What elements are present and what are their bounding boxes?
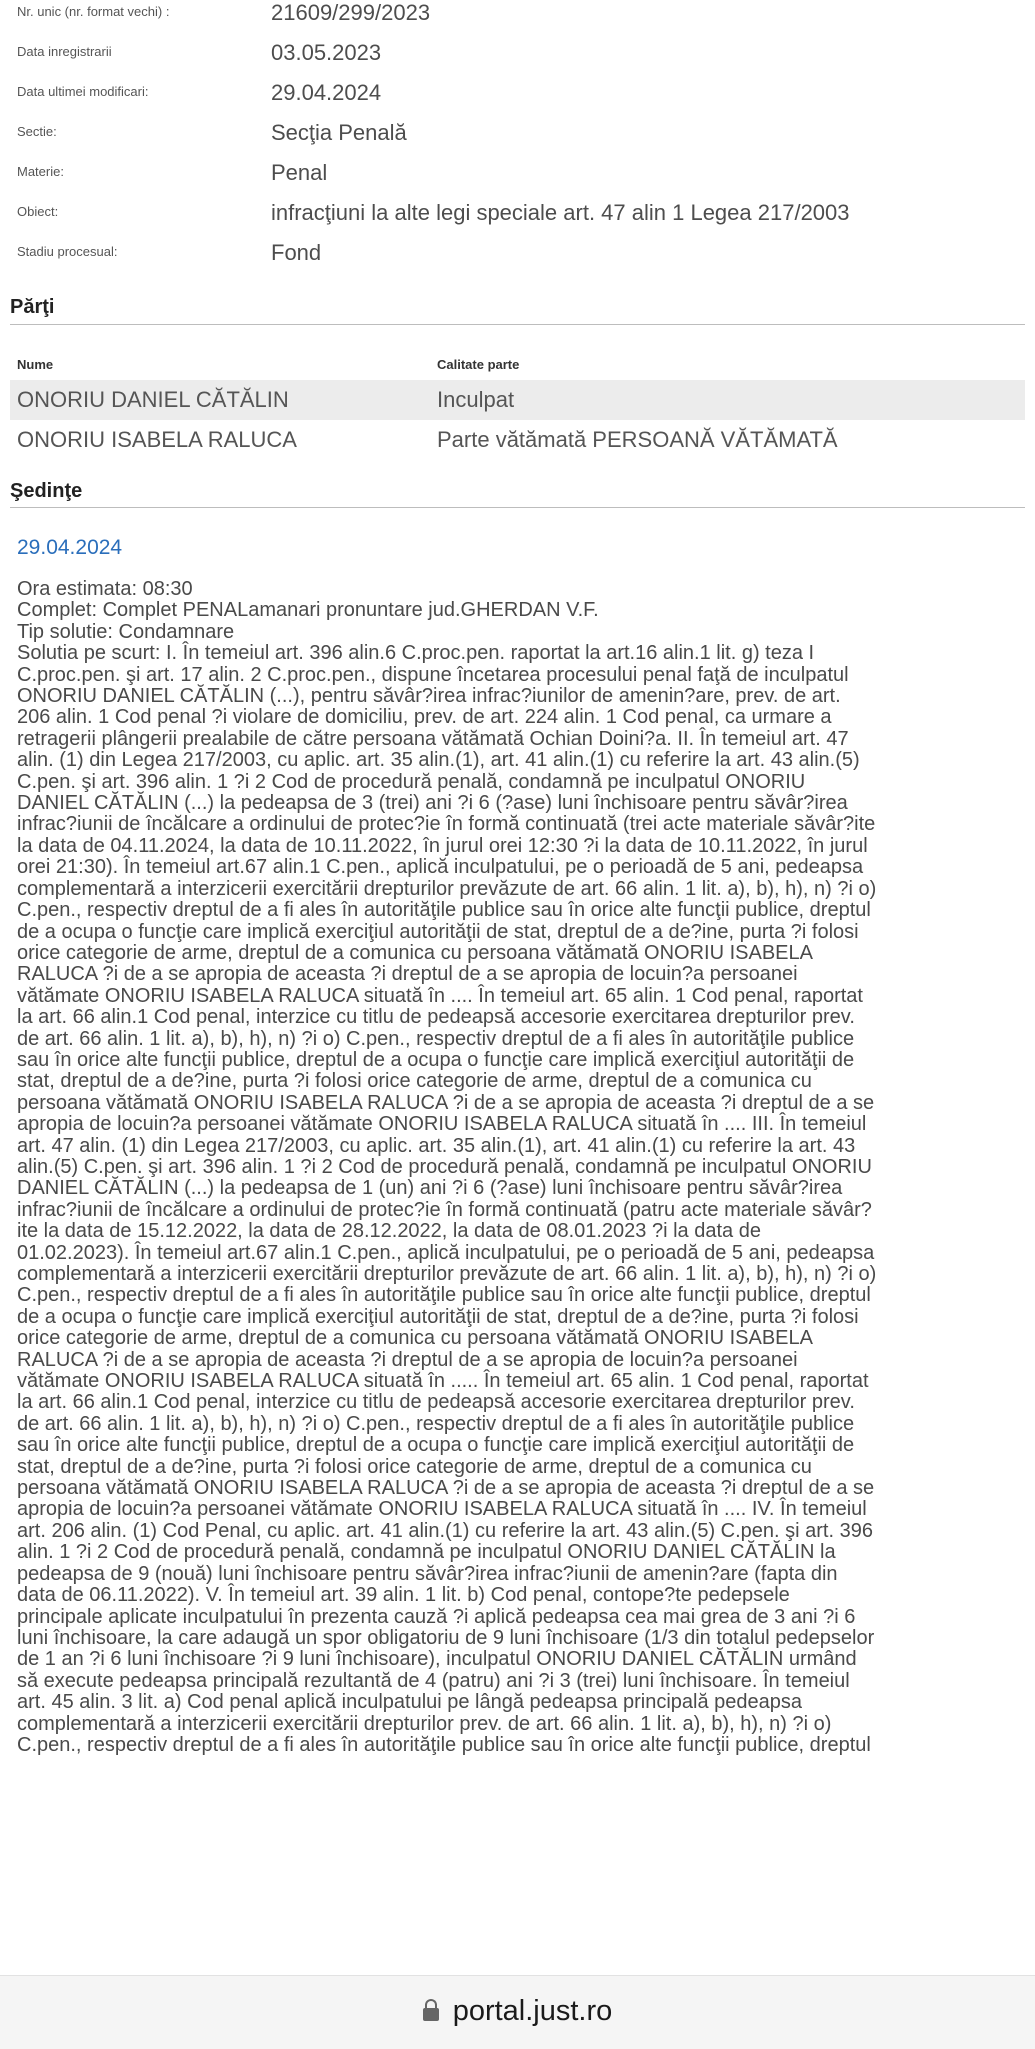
- hearing-text-line: la data de 04.11.2024, la data de 10.11.2022, în jurul orei 12:30 ?i la data de 10.11.2022, în jurul: [17, 834, 868, 857]
- hearing-text-line: infrac?iunii de încălcare a ordinului de protec?ie în formă continuată (trei acte materiale săvâr?ite: [17, 813, 876, 836]
- hearing-text-line: complementară a interzicerii exercitării drepturilor prevăzute de art. 66 alin. 1 lit. a), b), h), n) ?i o): [17, 877, 877, 900]
- info-row-section: [0, 120, 1035, 158]
- info-row-matter: [0, 160, 1035, 198]
- hearing-text-line: la art. 66 alin.1 Cod penal, interzice cu titlu de pedeapsă accesorie exercitarea drepturilor prev.: [17, 1391, 855, 1414]
- info-row-registration-date: [0, 40, 1035, 78]
- info-label: Data ultimei modificari:: [17, 84, 149, 99]
- hearing-text-line: vătămate ONORIU ISABELA RALUCA situată în .... În temeiul art. 65 alin. 1 Cod penal, raportat: [17, 984, 863, 1007]
- hearing-text-line: art. 206 alin. (1) Cod Penal, cu aplic. art. 41 alin.(1) cu referire la art. 43 alin.(5) C.pen. şi art. 396: [17, 1519, 873, 1542]
- hearing-text-line: sau în orice alte funcţii publice, dreptul de a ocupa o funcţie care implică exerciţiul autorităţii de: [17, 1048, 855, 1071]
- parties-header-role: Calitate parte: [437, 357, 520, 372]
- hearing-text-line: de a ocupa o funcţie care implică exerciţiul autorităţii de stat, dreptul de a de?ine, purta ?i folosi: [17, 920, 859, 943]
- hearing-text-line: de art. 66 alin. 1 lit. a), b), h), n) ?i o) C.pen., respectiv dreptul de a fi ales în autorităţile publice: [17, 1027, 855, 1050]
- party-name: ONORIU DANIEL CĂTĂLIN: [17, 387, 289, 412]
- hearing-text-line: principale aplicate inculpatului în prezenta cauză ?i aplică pedeapsa cea mai grea de 3 ani ?i 6: [17, 1605, 856, 1628]
- info-label: Nr. unic (nr. format vechi) :: [17, 4, 170, 19]
- info-row-case-number: [0, 0, 1035, 38]
- hearing-text-line: retragerii plângerii prealabile de către persoana vătămată Ochian Doini?a. II. În temeiul art. 47: [17, 727, 849, 750]
- hearing-text-line: 01.02.2023). În temeiul art.67 alin.1 C.pen., aplică inculpatului, pe o perioadă de 5 ani, pedeapsa: [17, 1241, 875, 1264]
- info-value: Penal: [271, 160, 328, 185]
- info-row-last-modified: [0, 80, 1035, 118]
- parties-section-title: Părţi: [10, 296, 55, 318]
- hearing-text-line: să execute pedeapsa principală rezultantă de 4 (patru) ani ?i 3 (trei) luni închisoare. În temeiul: [17, 1669, 850, 1692]
- hearing-text-line: Ora estimata: 08:30: [17, 578, 193, 600]
- hearings-section-divider: [10, 507, 1025, 508]
- hearing-text-line: DANIEL CĂTĂLIN (...) la pedeapsa de 1 (un) ani ?i 6 (?ase) luni închisoare pentru săvâr?irea: [17, 1177, 843, 1200]
- hearing-text-line: C.proc.pen. şi art. 17 alin. 2 C.proc.pen., dispune încetarea procesului penal faţă de inculpatul: [17, 663, 849, 686]
- hearing-text-line: complementară a interzicerii exercitării drepturilor prevăzute de art. 66 alin. 1 lit. a), b), h), n) ?i o): [17, 1263, 877, 1285]
- hearing-text-line: apropia de locuin?a persoanei vătămate ONORIU ISABELA RALUCA situată în .... III. În temeiul: [17, 1113, 867, 1136]
- party-row: [10, 420, 1025, 460]
- hearing-text-line: RALUCA ?i de a se apropia de aceasta ?i dreptul de a se apropia de locuin?a persoanei: [17, 963, 798, 986]
- hearing-text-line: Complet: Complet PENALamanari pronuntare jud.GHERDAN V.F.: [17, 599, 599, 622]
- hearing-text-line: orice categorie de arme, dreptul de a comunica cu persoana vătămată ONORIU ISABELA: [17, 941, 813, 964]
- party-name: ONORIU ISABELA RALUCA: [17, 427, 297, 452]
- party-row: [10, 380, 1025, 420]
- hearing-text-line: vătămate ONORIU ISABELA RALUCA situată în ..... În temeiul art. 65 alin. 1 Cod penal, raportat: [17, 1370, 869, 1393]
- hearing-text-line: infrac?iunii de încălcare a ordinului de protec?ie în formă continuată (patru acte materiale săvâr?: [17, 1198, 872, 1221]
- hearing-text-line: ite la data de 15.12.2022, la data de 28.12.2022, la data de 08.01.2023 ?i la data de: [17, 1220, 761, 1243]
- hearing-text-line: alin. 1 ?i 2 Cod de procedură penală, condamnă pe inculpatul ONORIU DANIEL CĂTĂLIN la: [17, 1541, 836, 1564]
- hearing-text-line: 206 alin. 1 Cod penal ?i violare de domiciliu, prev. de art. 224 alin. 1 Cod penal, ca urmare a: [17, 706, 832, 729]
- hearing-text-line: Tip solutie: Condamnare: [17, 620, 235, 643]
- hearing-text-line: C.pen., respectiv dreptul de a fi ales în autorităţile publice sau în orice alte funcţii publice, dreptul: [17, 1284, 871, 1307]
- hearing-text-line: apropia de locuin?a persoanei vătămate ONORIU ISABELA RALUCA situată în .... IV. În temeiul: [17, 1498, 867, 1521]
- party-role: Parte vătămată PERSOANĂ VĂTĂMATĂ: [437, 427, 838, 452]
- info-label: Obiect:: [17, 204, 59, 219]
- info-value: Secţia Penală: [271, 120, 407, 145]
- info-value: Fond: [271, 240, 322, 265]
- browser-address-bar[interactable]: [0, 1975, 1035, 2049]
- hearing-text-line: stat, dreptul de a de?ine, purta ?i folosi orice categorie de arme, dreptul de a comunica cu: [17, 1455, 812, 1478]
- info-value: 21609/299/2023: [271, 0, 431, 25]
- hearing-text-line: orei 21:30). În temeiul art.67 alin.1 C.pen., aplică inculpatului, pe o perioadă de 5 ani, pedeapsa: [17, 856, 864, 879]
- hearing-text-line: Solutia pe scurt: I. În temeiul art. 396 alin.6 C.proc.pen. raportat la art.16 alin.1 lit. g) teza I: [17, 642, 815, 665]
- hearing-text-line: C.pen. şi art. 396 alin. 1 ?i 2 Cod de procedură penală, condamnă pe inculpatul ONORIU: [17, 770, 806, 793]
- hearing-text-line: persoana vătămată ONORIU ISABELA RALUCA ?i de a se apropia de aceasta ?i dreptul de a se: [17, 1477, 875, 1500]
- hearing-text-line: art. 45 alin. 3 lit. a) Cod penal aplică inculpatului pe lângă pedeapsa principală pedeapsa: [17, 1691, 802, 1714]
- hearing-text-line: de a ocupa o funcţie care implică exerciţiul autorităţii de stat, dreptul de a de?ine, purta ?i folosi: [17, 1305, 859, 1328]
- info-row-procedural-stage: [0, 240, 1035, 278]
- info-value: 29.04.2024: [271, 80, 382, 105]
- hearing-text-line: de art. 66 alin. 1 lit. a), b), h), n) ?i o) C.pen., respectiv dreptul de a fi ales în autorităţile publice: [17, 1412, 855, 1435]
- hearing-text-line: C.pen., respectiv dreptul de a fi ales în autorităţile publice sau în orice alte funcţii publice, dreptul: [17, 1733, 871, 1756]
- hearing-text-line: ONORIU DANIEL CĂTĂLIN (...), pentru săvâr?irea infrac?iunilor de amenin?are, prev. de art.: [17, 685, 841, 708]
- hearing-text-line: la art. 66 alin.1 Cod penal, interzice cu titlu de pedeapsă accesorie exercitarea drepturilor prev.: [17, 1006, 855, 1029]
- hearing-text-line: persoana vătămată ONORIU ISABELA RALUCA ?i de a se apropia de aceasta ?i dreptul de a se: [17, 1091, 875, 1114]
- hearing-text-line: stat, dreptul de a de?ine, purta ?i folosi orice categorie de arme, dreptul de a comunica cu: [17, 1070, 812, 1093]
- hearing-text-line: orice categorie de arme, dreptul de a comunica cu persoana vătămată ONORIU ISABELA: [17, 1327, 813, 1350]
- hearing-text-line: luni închisoare, la care adaugă un spor obligatoriu de 9 luni închisoare (1/3 din totalul pedepselor: [17, 1626, 875, 1649]
- hearing-text-line: C.pen., respectiv dreptul de a fi ales în autorităţile publice sau în orice alte funcţii publice, dreptul: [17, 899, 871, 922]
- url-display[interactable]: [0, 1995, 1035, 2028]
- parties-header-name: Nume: [17, 357, 54, 372]
- hearing-text-line: sau în orice alte funcţii publice, dreptul de a ocupa o funcţie care implică exerciţiul autorităţii de: [17, 1434, 855, 1457]
- url-text[interactable]: portal.just.ro: [452, 1995, 613, 2027]
- party-role: Inculpat: [437, 387, 515, 412]
- info-label: Data inregistrarii: [17, 44, 112, 59]
- hearing-details: [17, 579, 1027, 1756]
- info-value: infracţiuni la alte legi speciale art. 47 alin 1 Legea 217/2003: [271, 200, 850, 225]
- hearing-text-line: RALUCA ?i de a se apropia de aceasta ?i dreptul de a se apropia de locuin?a persoanei: [17, 1348, 798, 1371]
- hearing-text-line: DANIEL CĂTĂLIN (...) la pedeapsa de 3 (trei) ani ?i 6 (?ase) luni închisoare pentru săvâr?irea: [17, 792, 848, 815]
- hearings-section-title: Şedinţe: [10, 480, 83, 502]
- hearing-text-line: alin.(5) C.pen. şi art. 396 alin. 1 ?i 2 Cod de procedură penală, condamnă pe inculpatul ONORIU: [17, 1155, 872, 1178]
- hearing-date: 29.04.2024: [17, 536, 123, 559]
- hearing-text-line: data de 06.11.2022). V. În temeiul art. 39 alin. 1 lit. b) Cod penal, contope?te pedepsele: [17, 1584, 790, 1607]
- hearing-text-line: pedeapsa de 9 (nouă) luni închisoare pentru săvâr?irea infrac?iunii de amenin?are (fapta din: [17, 1562, 838, 1585]
- lock-icon: [423, 1999, 439, 2021]
- hearing-text-line: de 1 an ?i 6 luni închisoare ?i 9 luni închisoare), inculpatul ONORIU DANIEL CĂTĂLIN urmând: [17, 1648, 857, 1671]
- hearing-text-line: art. 47 alin. (1) din Legea 217/2003, cu aplic. art. 35 alin.(1), art. 41 alin.(1) cu referire la art. 43: [17, 1134, 856, 1157]
- parties-section-divider: [10, 324, 1025, 325]
- hearing-text-line: alin. (1) din Legea 217/2003, cu aplic. art. 35 alin.(1), art. 41 alin.(1) cu referire la art. 43 alin.(5): [17, 749, 860, 772]
- info-row-object: [0, 200, 1035, 238]
- info-label: Stadiu procesual:: [17, 244, 118, 259]
- info-label: Materie:: [17, 164, 64, 179]
- info-label: Sectie:: [17, 124, 57, 139]
- hearing-text-line: complementară a interzicerii exercitării drepturilor prev. de art. 66 alin. 1 lit. a), b), h), n) ?i o): [17, 1712, 832, 1735]
- info-value: 03.05.2023: [271, 40, 382, 65]
